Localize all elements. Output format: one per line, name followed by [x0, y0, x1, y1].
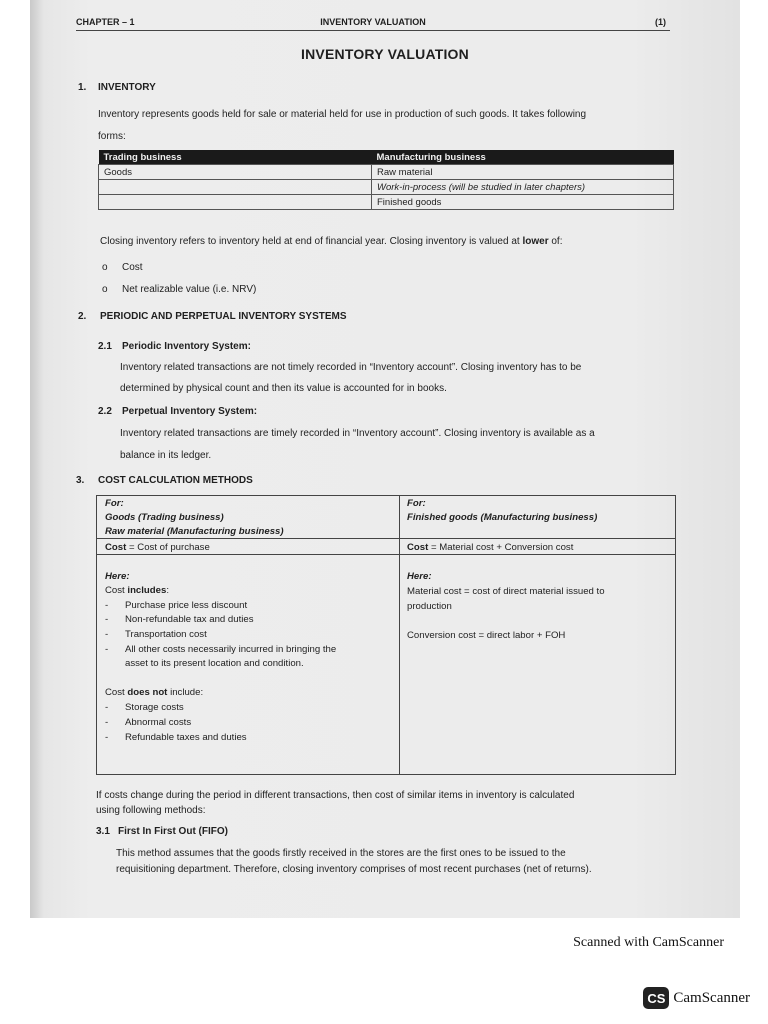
- right-here-label: Here:: [407, 571, 432, 582]
- left-for-line2: Raw material (Manufacturing business): [105, 526, 284, 537]
- table-cell: [99, 195, 372, 210]
- fifo-line1: This method assumes that the goods firstly received in the stores are the first ones to be issued to the: [116, 848, 566, 859]
- right-cost-rest: = Material cost + Conversion cost: [431, 542, 574, 553]
- subsection-2-2-heading: Perpetual Inventory System:: [122, 406, 258, 417]
- subsection-2-2-line1: Inventory related transactions are timely recorded in “Inventory account”. Closing inventory is available as a: [120, 428, 595, 439]
- dash-icon: -: [105, 732, 109, 743]
- bullet-cost: Cost: [122, 262, 143, 273]
- section-2-number: 2.: [78, 311, 87, 322]
- table-cell: Finished goods: [372, 195, 674, 210]
- left-here-label: Here:: [105, 571, 130, 582]
- table-row: [99, 180, 674, 195]
- dash-icon: -: [105, 629, 109, 640]
- conversion-cost: Conversion cost = direct labor + FOH: [407, 630, 566, 641]
- left-cost-formula: [105, 542, 210, 553]
- right-for-label: For:: [407, 498, 426, 509]
- excludes-item: Refundable taxes and duties: [125, 732, 247, 743]
- subsection-2-1-line1: Inventory related transactions are not timely recorded in “Inventory account”. Closing inventory has to be: [120, 362, 582, 373]
- table-cell: Goods: [99, 165, 372, 180]
- includes-item-cont: asset to its present location and condition.: [125, 658, 304, 669]
- subsection-3-1-heading: First In First Out (FIFO): [118, 826, 228, 837]
- includes-bold: includes: [127, 585, 167, 596]
- excludes-end: include:: [170, 687, 204, 698]
- header-trading: Trading business: [99, 150, 372, 165]
- chapter-label: CHAPTER – 1: [76, 17, 135, 27]
- fifo-line2: requisitioning department. Therefore, closing inventory comprises of most recent purchases (net of returns).: [116, 864, 592, 875]
- scanned-with-label: Scanned with CamScanner: [573, 935, 724, 950]
- bullet-icon: o: [102, 284, 108, 295]
- dash-icon: -: [105, 614, 109, 625]
- closing-text-end: of:: [551, 236, 563, 247]
- page-number: (1): [655, 17, 666, 27]
- right-cost-bold: Cost: [407, 542, 429, 553]
- section-1-number: 1.: [78, 82, 87, 93]
- dash-icon: -: [105, 600, 109, 611]
- row-divider: [97, 554, 675, 555]
- subsection-3-1-number: 3.1: [96, 826, 110, 837]
- excludes-item: Abnormal costs: [125, 717, 192, 728]
- section-1-intro-line2: forms:: [98, 131, 126, 142]
- left-cost-rest: = Cost of purchase: [129, 542, 210, 553]
- running-header: [76, 14, 670, 31]
- table-cell: [99, 180, 372, 195]
- header-manufacturing: Manufacturing business: [372, 150, 674, 165]
- table-row: [99, 195, 674, 210]
- subsection-2-1-line2: determined by physical count and then its value is accounted for in books.: [120, 383, 447, 394]
- camscanner-icon: CS: [643, 987, 669, 1009]
- inventory-forms-table: [98, 150, 674, 210]
- methods-intro-line2: using following methods:: [96, 805, 206, 816]
- right-for-line1: Finished goods (Manufacturing business): [407, 512, 598, 523]
- table-header-row: [99, 150, 674, 165]
- bullet-nrv: Net realizable value (i.e. NRV): [122, 284, 257, 295]
- cost-excludes-label: [105, 687, 203, 698]
- right-cost-formula: [407, 542, 573, 553]
- closing-text-main: Closing inventory refers to inventory held at end of financial year. Closing inventory is valued at: [100, 236, 520, 247]
- table-row: [99, 165, 674, 180]
- includes-pre: Cost: [105, 585, 125, 596]
- material-cost-line2: production: [407, 601, 452, 612]
- methods-intro-line1: If costs change during the period in different transactions, then cost of similar items in inventory is calculated: [96, 790, 575, 801]
- closing-inventory-text: [100, 236, 563, 247]
- includes-item: All other costs necessarily incurred in bringing the: [125, 644, 337, 655]
- subsection-2-2-line2: balance in its ledger.: [120, 450, 212, 461]
- table-cell: Raw material: [372, 165, 674, 180]
- includes-item: Purchase price less discount: [125, 600, 248, 611]
- material-cost-line1: Material cost = cost of direct material issued to: [407, 586, 605, 597]
- row-divider: [97, 538, 675, 539]
- table-cell: Work-in-process (will be studied in later chapters): [372, 180, 674, 195]
- section-3-heading: COST CALCULATION METHODS: [98, 475, 253, 486]
- left-for-line1: Goods (Trading business): [105, 512, 224, 523]
- camscanner-logo: [643, 987, 750, 1009]
- cost-includes-label: [105, 585, 169, 596]
- left-cost-bold: Cost: [105, 542, 127, 553]
- includes-item: Transportation cost: [125, 629, 207, 640]
- dash-icon: -: [105, 717, 109, 728]
- page-content: [30, 0, 740, 918]
- section-1-intro-line1: Inventory represents goods held for sale or material held for use in production of such goods. It takes following: [98, 109, 587, 120]
- dash-icon: -: [105, 644, 109, 655]
- closing-text-bold: lower: [522, 236, 549, 247]
- excludes-item: Storage costs: [125, 702, 184, 713]
- subsection-2-1-number: 2.1: [98, 341, 112, 352]
- section-2-heading: PERIODIC AND PERPETUAL INVENTORY SYSTEMS: [100, 311, 347, 322]
- scanned-page: [30, 0, 740, 918]
- excludes-pre: Cost: [105, 687, 125, 698]
- includes-end: :: [166, 585, 169, 596]
- subsection-2-2-number: 2.2: [98, 406, 112, 417]
- bullet-icon: o: [102, 262, 108, 273]
- page-title: INVENTORY VALUATION: [301, 46, 469, 62]
- header-title: INVENTORY VALUATION: [320, 17, 426, 27]
- camscanner-wordmark: CamScanner: [673, 989, 750, 1006]
- subsection-2-1-heading: Periodic Inventory System:: [122, 341, 251, 352]
- section-1-heading: INVENTORY: [98, 82, 156, 93]
- section-3-number: 3.: [76, 475, 85, 486]
- cost-methods-table: [96, 495, 676, 775]
- excludes-bold: does not: [127, 687, 168, 698]
- includes-item: Non-refundable tax and duties: [125, 614, 254, 625]
- left-for-label: For:: [105, 498, 124, 509]
- dash-icon: -: [105, 702, 109, 713]
